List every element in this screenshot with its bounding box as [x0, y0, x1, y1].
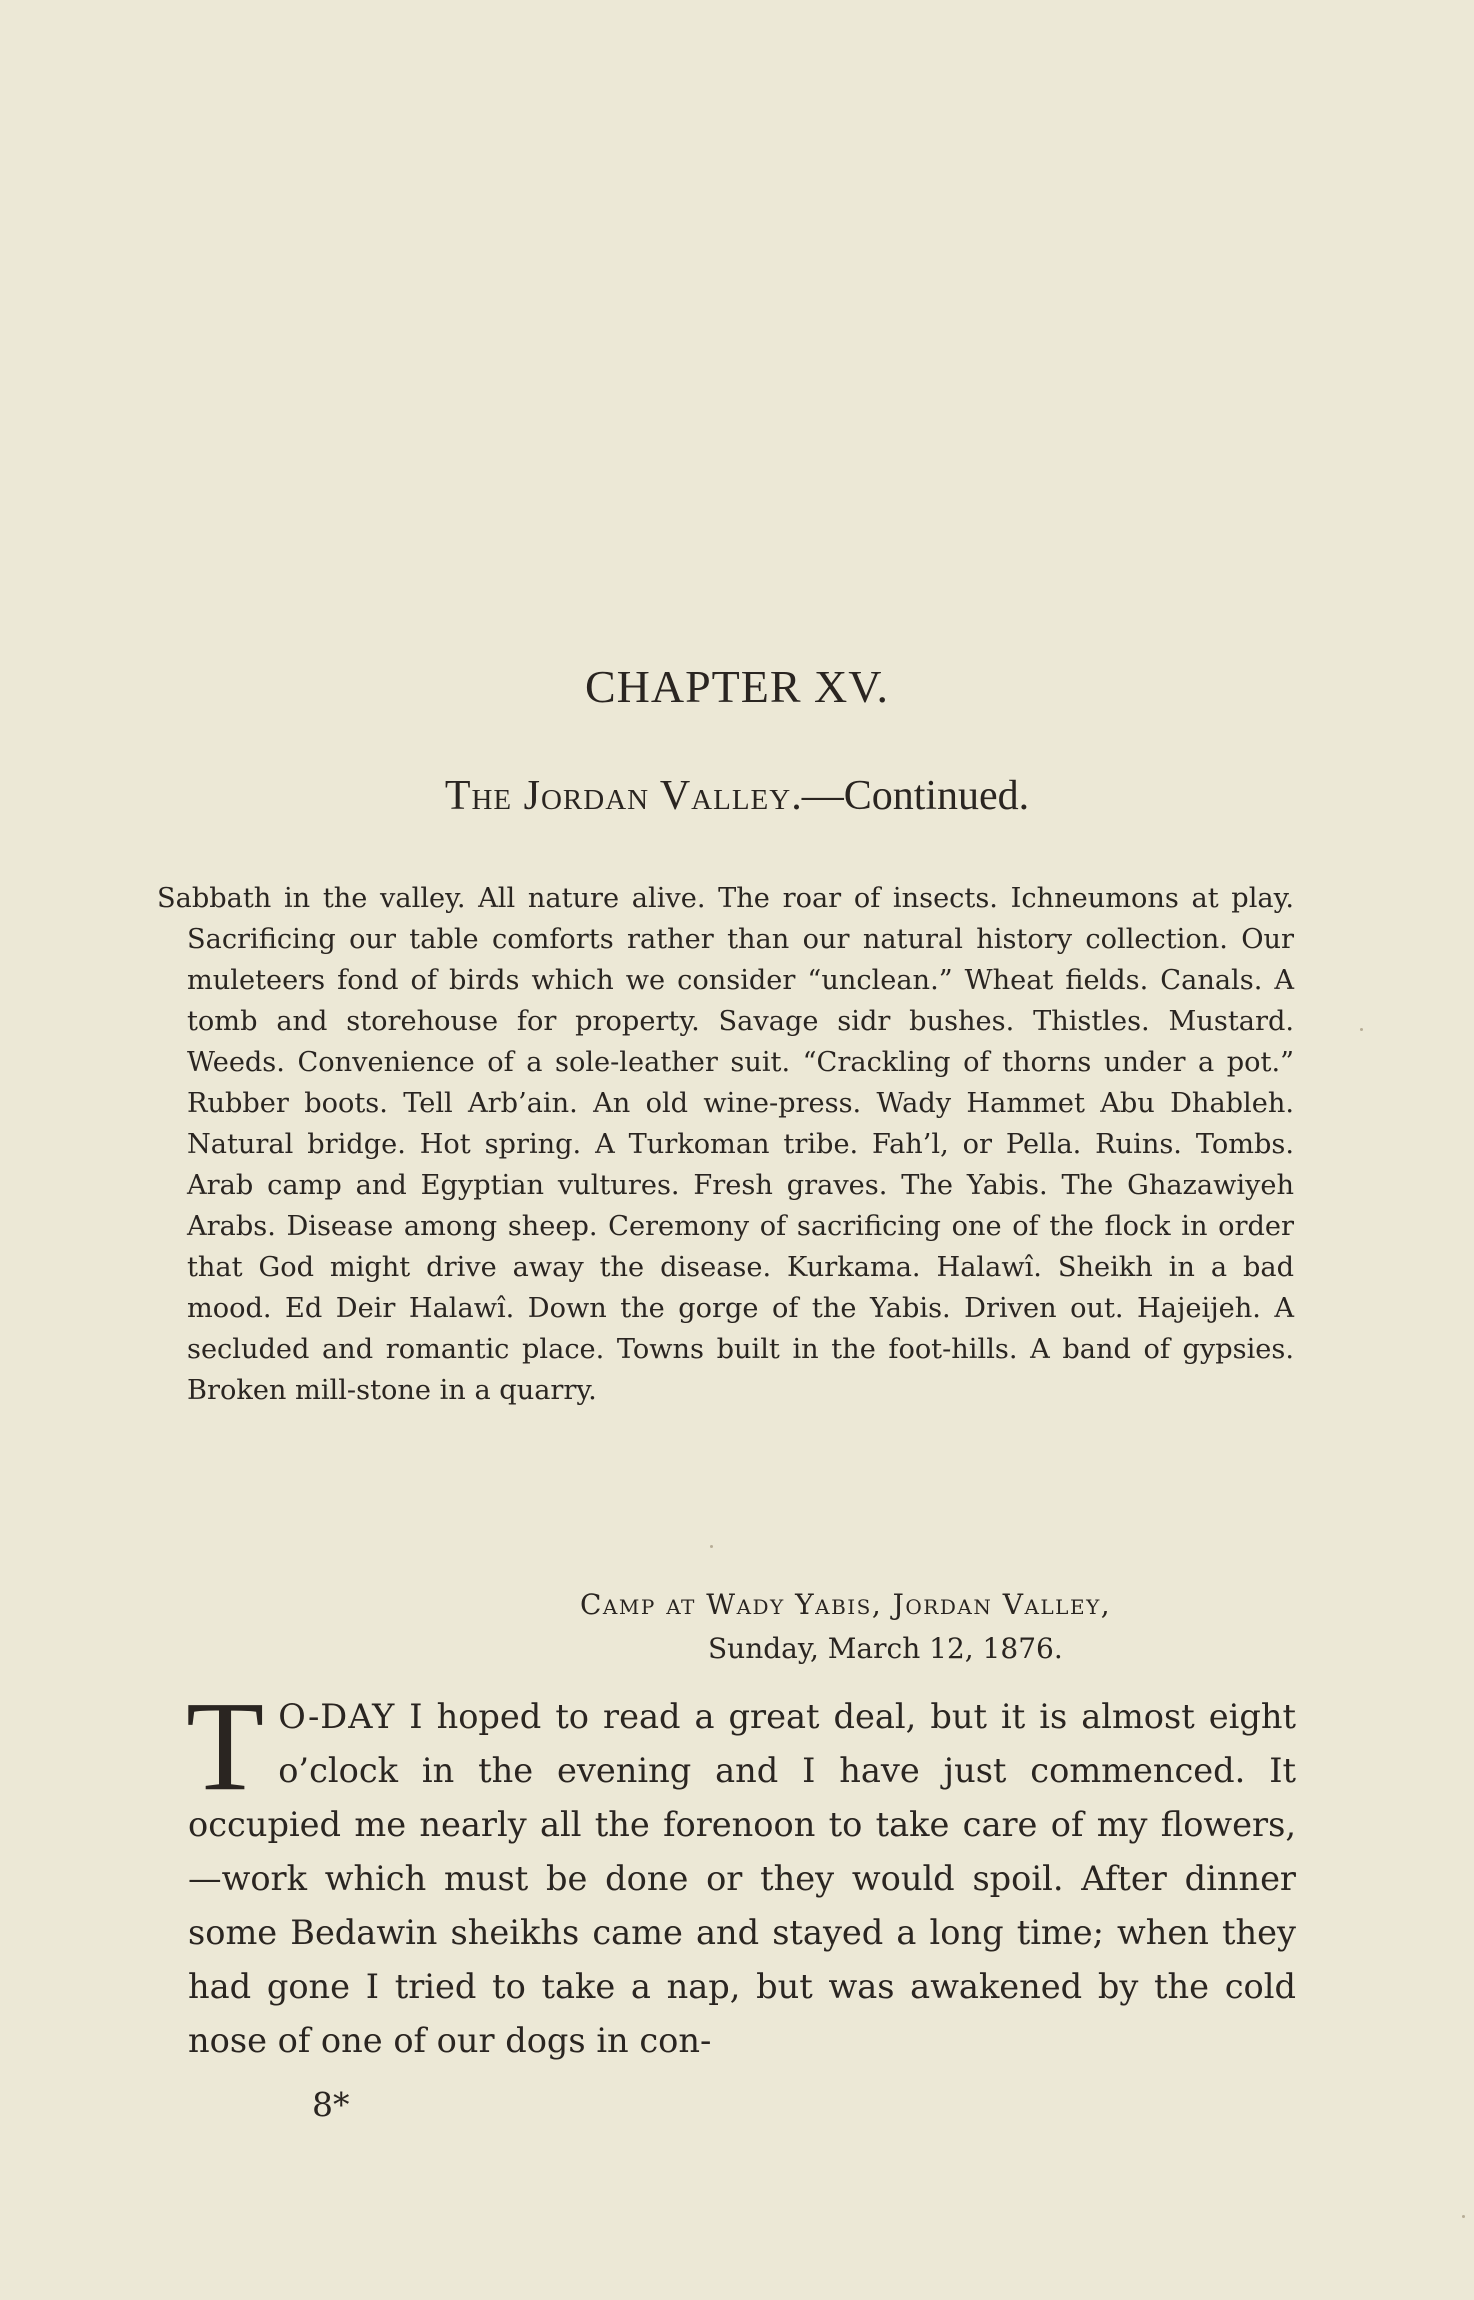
chapter-title: CHAPTER XV. [584, 661, 890, 712]
dateline [580, 1583, 1270, 1671]
paper-speck [1462, 2215, 1465, 2218]
dateline-date: Sunday, March 12, 1876. [708, 1632, 1063, 1665]
synopsis-text: Sabbath in the valley. All nature alive. The roar of insects. Ichneumons at play. Sacrificing our table comforts rather than our natural history collection. Our muleteers fond of birds which we consider “unclean.” Wheat fields. Canals. A tomb and storehouse for property. Savage sidr bushes. Thistles. Mustard. Weeds. Convenience of a sole-leather suit. “Crackling of thorns under a pot.” Rubber boots. Tell Arb’ain. An old wine-press. Wady Hammet Abu Dhableh. Natural bridge. Hot spring. A Turkoman tribe. Fah’l, or Pella. Ruins. Tombs. Arab camp and Egyptian vultures. Fresh graves. The Yabis. The Ghazawiyeh Arabs. Disease among sheep. Ceremony of sacrificing one of the flock in order that God might drive away the disease. Kurkama. Halawî. Sheikh in a bad mood. Ed Deir Halawî. Down the gorge of the Yabis. Driven out. Hajeijeh. A secluded and romantic place. Towns built in the foot-hills. A band of gypsies. Broken mill-stone in a quarry. [157, 883, 1294, 1406]
body-text: I hoped to read a great deal, but it is almost eight o’clock in the evening and I have just commenced. It occupied me nearly all the forenoon to take care of my flowers,—work which must be done or they would spoil. After dinner some Bedawin sheikhs came and stayed a long time; when they had gone I tried to take a nap, but was awakened by the cold nose of one of our dogs in con- [188, 1697, 1296, 2060]
body-paragraph [186, 1675, 1296, 2068]
chapter-synopsis [157, 878, 1294, 1411]
subtitle-main: The Jordan Valley [444, 773, 792, 819]
lead-word: O-DAY [278, 1697, 396, 1736]
chapter-subtitle [0, 772, 1474, 820]
paper-speck [710, 1545, 713, 1548]
drop-cap: T [186, 1675, 265, 1817]
paper-speck [1360, 1028, 1363, 1031]
subtitle-rest: .—Continued. [791, 773, 1030, 819]
dateline-place: Camp at Wady Yabis, Jordan Valley, [580, 1588, 1112, 1621]
signature-mark: 8* [312, 2085, 350, 2124]
